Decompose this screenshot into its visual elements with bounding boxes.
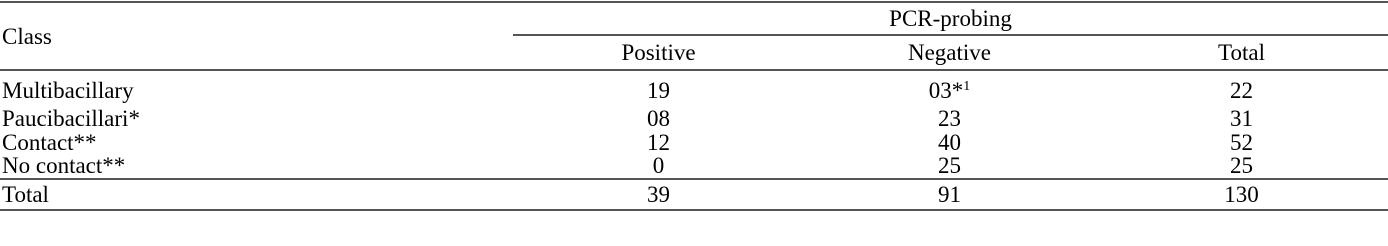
total-column-header: Total xyxy=(1095,35,1388,70)
positive-cell: 19 xyxy=(647,77,670,103)
row-label-contact: Contact** xyxy=(2,129,97,155)
negative-column-header: Negative xyxy=(804,35,1095,70)
total-cell: 31 xyxy=(1230,106,1253,132)
pcr-probing-table xyxy=(0,1,1388,211)
table-row xyxy=(0,154,1388,179)
negative-cell: 25 xyxy=(938,153,961,179)
negative-cell: 40 xyxy=(938,129,961,155)
negative-cell: 23 xyxy=(938,106,961,132)
header-row-group xyxy=(0,2,1388,35)
total-cell: 52 xyxy=(1230,129,1253,155)
table-row xyxy=(0,70,1388,107)
row-label-total: Total xyxy=(0,179,513,210)
pcr-probing-group-header: PCR-probing xyxy=(513,2,1388,35)
positive-total-cell: 39 xyxy=(513,179,804,210)
positive-cell: 12 xyxy=(647,129,670,155)
positive-cell: 0 xyxy=(652,153,665,179)
negative-value: 03* xyxy=(928,77,964,103)
total-cell: 25 xyxy=(1230,153,1253,179)
row-label-paucibacillari: Paucibacillari* xyxy=(2,106,140,132)
total-cell: 22 xyxy=(1230,77,1253,103)
table-row xyxy=(0,107,1388,131)
row-label-multibacillary: Multibacillary xyxy=(2,77,134,103)
negative-cell xyxy=(804,70,1095,107)
class-column-header: Class xyxy=(0,2,513,70)
total-row xyxy=(0,179,1388,210)
negative-total-cell: 91 xyxy=(804,179,1095,210)
positive-column-header: Positive xyxy=(513,35,804,70)
grand-total-cell: 130 xyxy=(1095,179,1388,210)
footnote-marker: 1 xyxy=(963,78,971,94)
positive-cell: 08 xyxy=(647,106,670,132)
row-label-no-contact: No contact** xyxy=(2,153,126,179)
table-row xyxy=(0,131,1388,155)
